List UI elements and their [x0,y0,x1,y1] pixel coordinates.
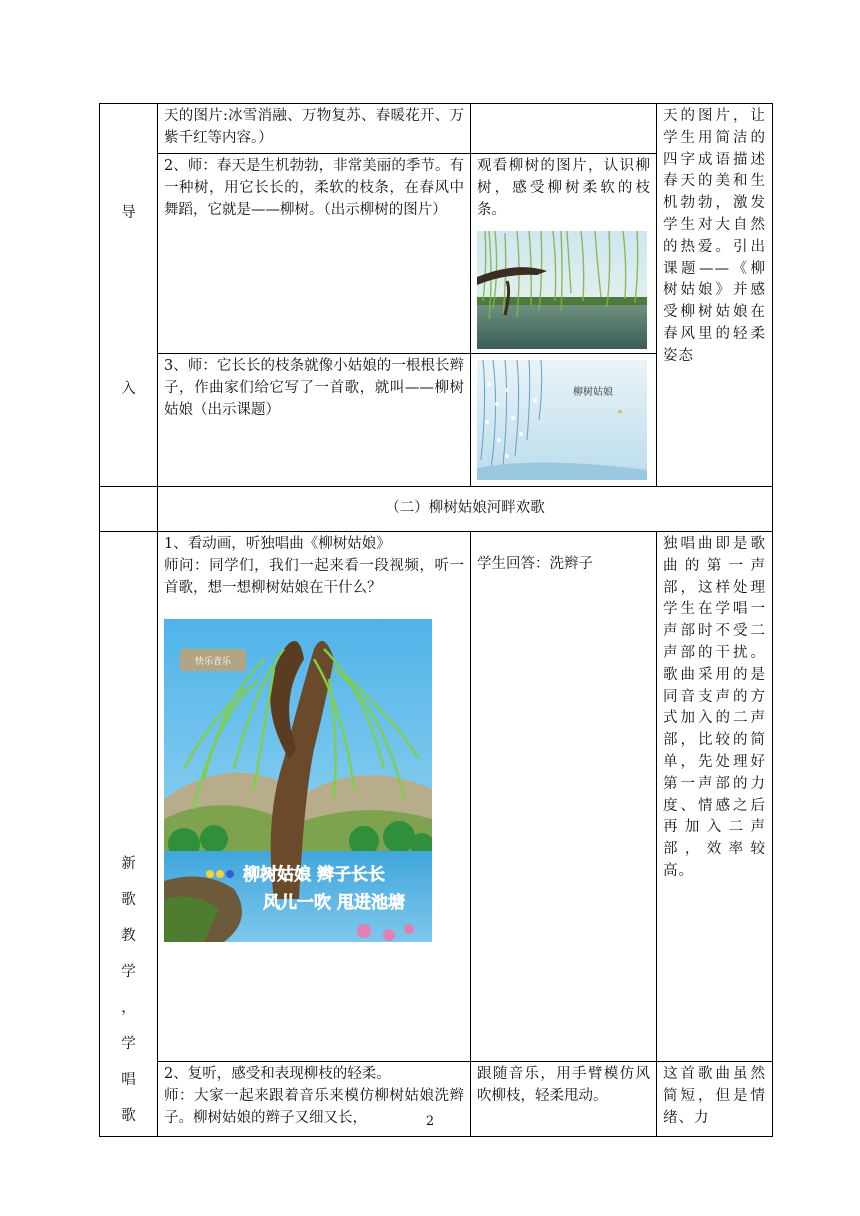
title-image-caption: 柳树姑娘 [573,387,613,398]
design-intent-cell: 天的图片，让学生用简洁的四字成语描述春天的美和生机勃勃，激发学生对大自然的热爱。引出课题——《柳树姑娘》并感受柳树姑娘在春风里的轻柔姿态 [657,104,773,487]
student-activity-cell: 跟随音乐，用手臂模仿风吹柳枝，轻柔甩动。 [471,1061,657,1136]
table-row [100,104,773,154]
stage-label-intro: 导 入 [100,104,158,487]
willow-animation-image [164,619,432,942]
student-activity-cell: 学生回答：洗辫子 [471,532,657,1062]
student-activity-cell: 观看柳树的图片，认识柳树，感受柳树柔软的枝条。 [471,154,657,354]
table-row [100,532,773,1062]
teacher-activity-cell: 天的图片:冰雪消融、万物复苏、春暖花开、万紫千红等内容。） [158,104,471,154]
section-title: （二）柳树姑娘河畔欢歌 [158,487,773,532]
svg-text:柳树姑娘 辫子长长: 柳树姑娘 辫子长长 [243,865,385,886]
lesson-plan-table [99,103,773,1137]
page-number: 2 [425,1114,435,1129]
teacher-activity-cell: 2、复听，感受和表现柳枝的轻柔。 师：大家一起来跟着音乐来模仿柳树姑娘洗辫子。柳树姑娘的辫子又细又长， [158,1061,471,1136]
svg-text:风儿一吹 甩进池塘: 风儿一吹 甩进池塘 [263,893,405,914]
willow-lake-image [477,231,647,349]
design-intent-cell: 这首歌曲虽然简短，但是情绪、力 [657,1061,773,1136]
willow-girl-title-image [477,360,647,480]
student-activity-cell [471,104,657,154]
teacher-activity-cell: 1、看动画，听独唱曲《柳树姑娘》 师问：同学们，我们一起来看一段视频，听一首歌，想一想柳树姑娘在干什么？ 快乐音乐 柳树姑娘 辫子长长 风儿一吹 甩进池塘 [158,532,471,1062]
design-intent-cell: 独唱曲即是歌曲的第一声部，这样处理学生在学唱一声部时不受二声部的干扰。歌曲采用的是同音支声的方式加入的二声部，比较的简单，先处理好第一声部的力度、情感之后再加入二声部，效率较高。 [657,532,773,1062]
empty-cell [100,487,158,532]
stage-label-new-song: 新 歌 教 学 ， 学 唱 歌 [100,532,158,1137]
student-activity-cell [471,354,657,487]
video-logo-text: 快乐音乐 [194,657,232,668]
table-row [100,487,773,532]
teacher-activity-cell: 2、师：春天是生机勃勃，非常美丽的季节。有一种树，用它长长的，柔软的枝条，在春风中舞蹈，它就是——柳树。（出示柳树的图片） [158,154,471,354]
activity-title: 1、看动画，听独唱曲《柳树姑娘》 [164,536,391,552]
teacher-activity-cell: 3、师：它长长的枝条就像小姑娘的一根根长辫子，作曲家们给它写了一首歌，就叫——柳树姑娘（出示课题） [158,354,471,487]
activity-title: 2、复听，感受和表现柳枝的轻柔。 [164,1065,391,1082]
